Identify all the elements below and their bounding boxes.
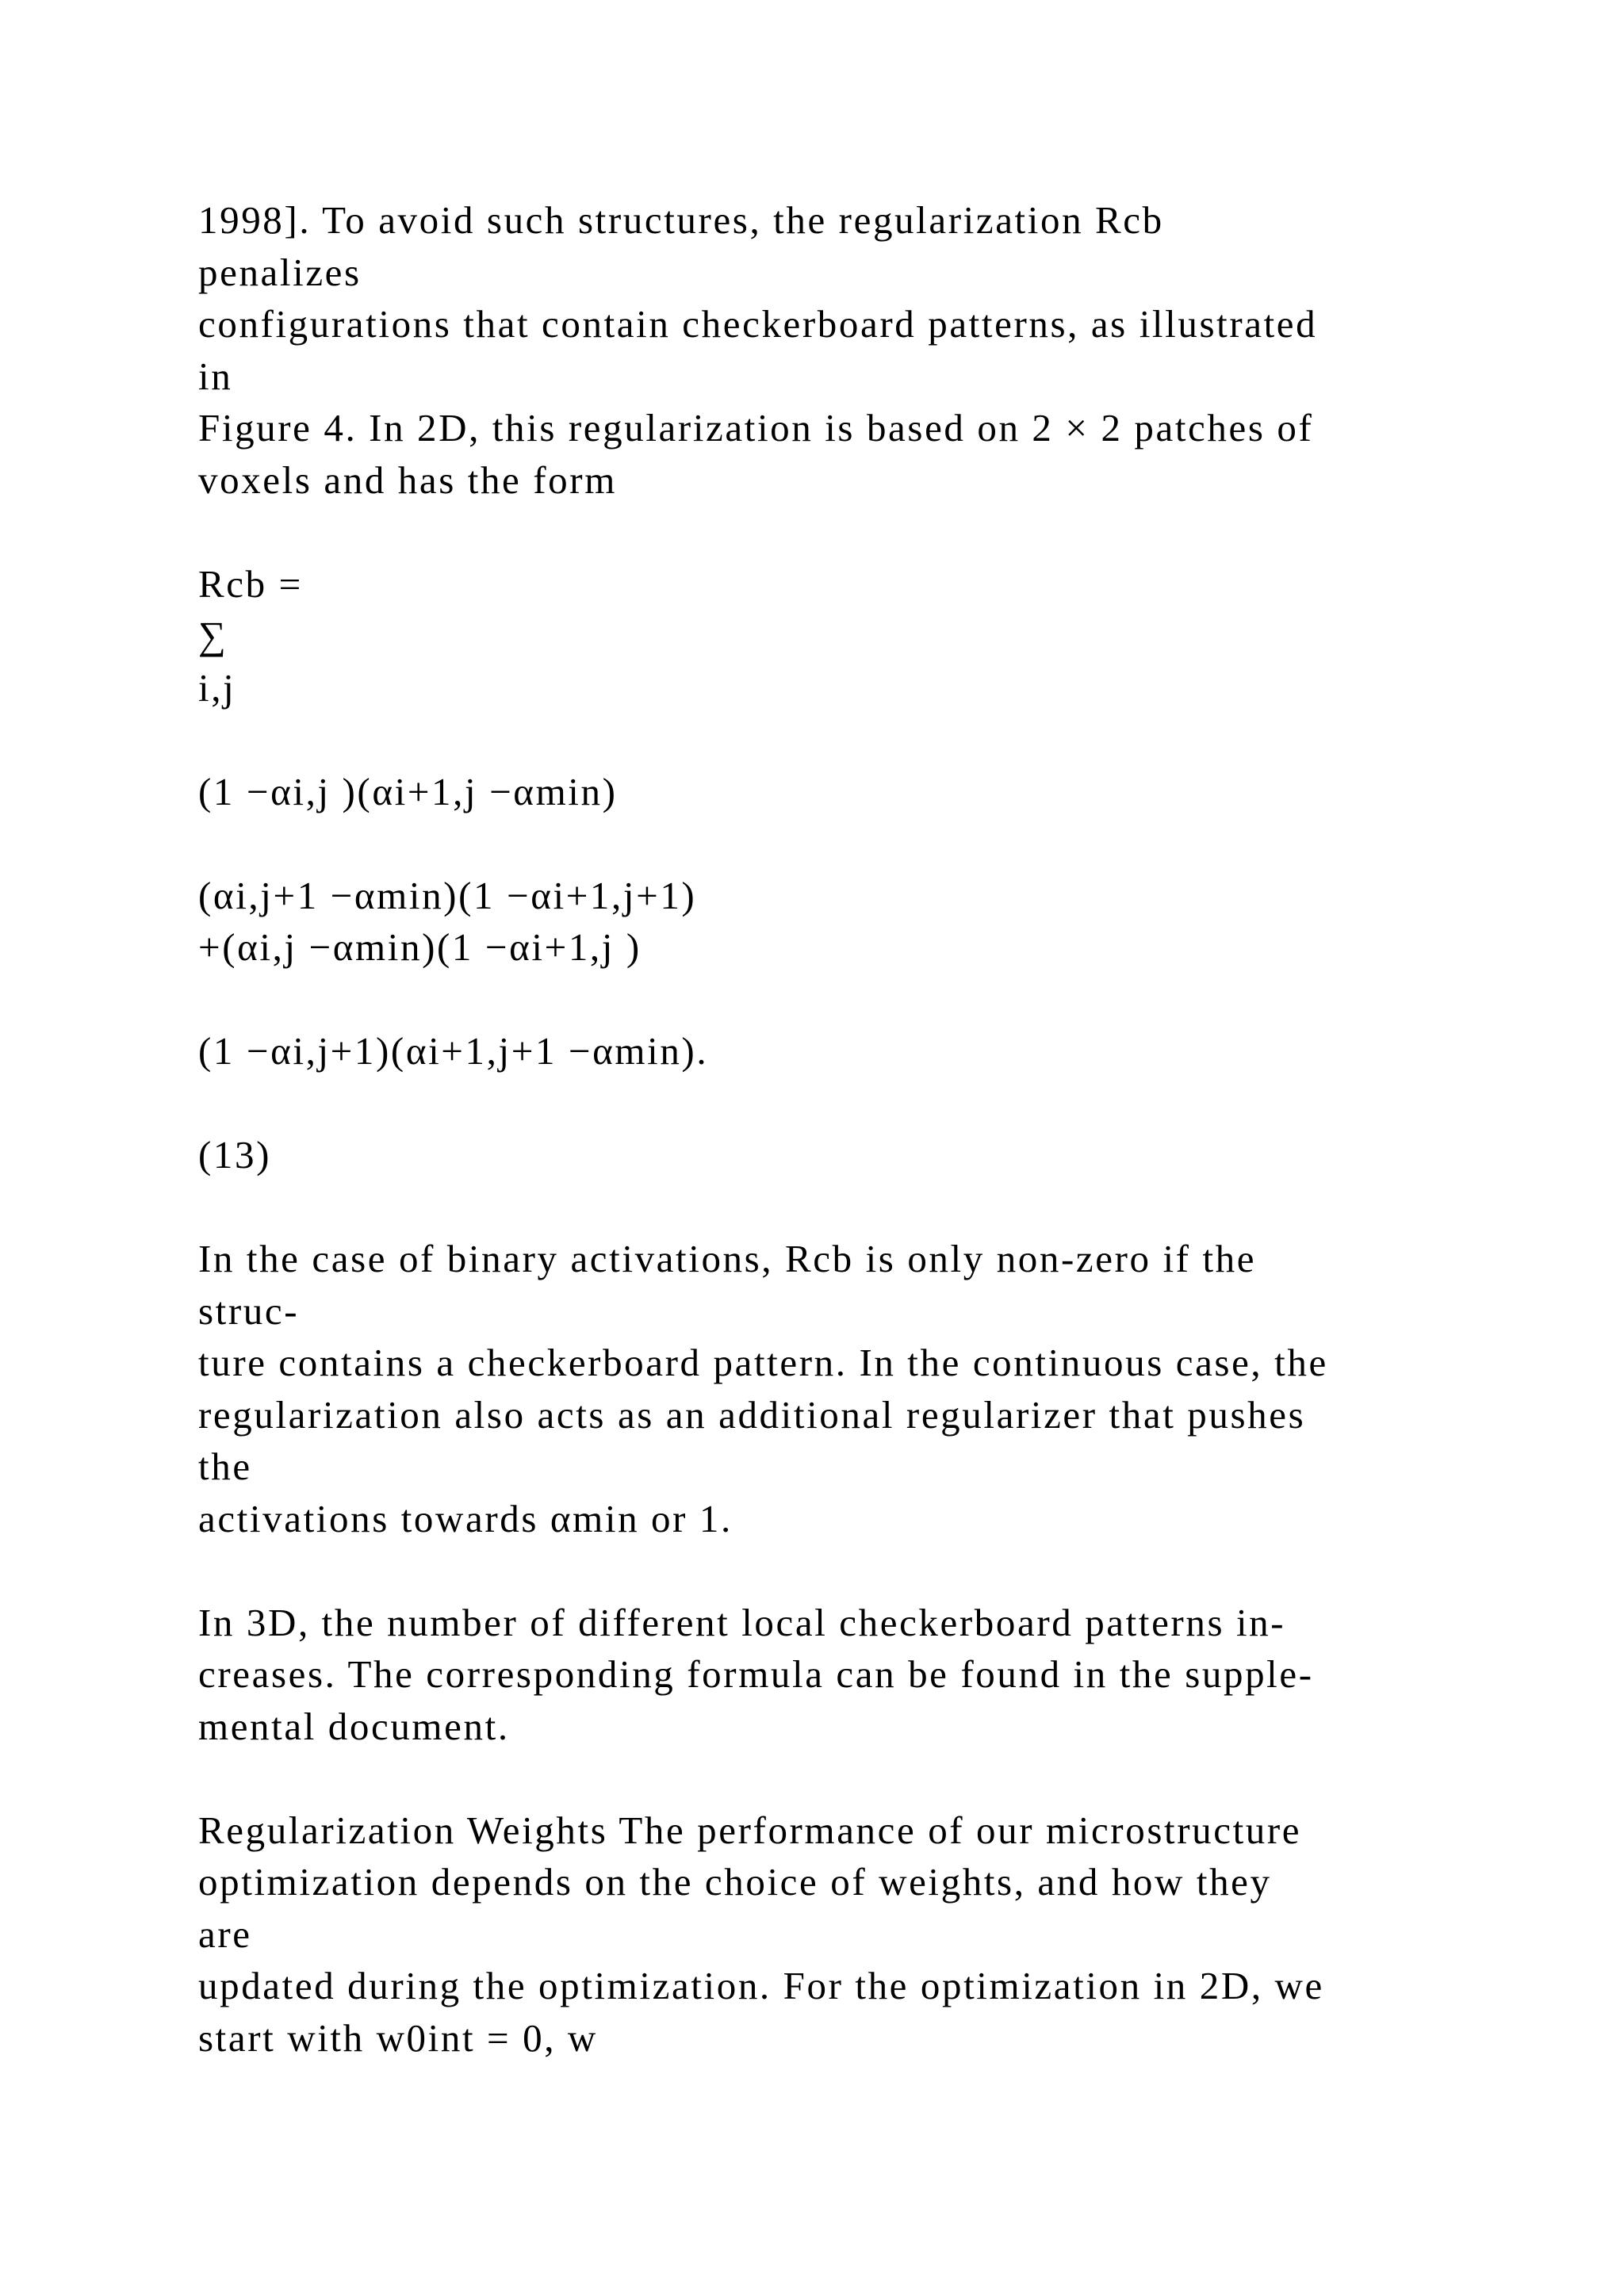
text-line: penalizes: [198, 250, 362, 294]
text-line: regularization also acts as an additional regularizer that pushes: [198, 1392, 1306, 1437]
text-line: updated during the optimization. For the optimization in 2D, we: [198, 1964, 1324, 2007]
summation-symbol: ∑: [198, 614, 228, 657]
equation-term: +(αi,j −αmin)(1 −αi+1,j ): [198, 925, 642, 969]
equation-term: (αi,j+1 −αmin)(1 −αi+1,j+1): [198, 873, 697, 917]
text-line: activations towards αmin or 1.: [198, 1496, 733, 1540]
document-page: [198, 194, 1530, 2064]
text-line: In 3D, the number of different local checkerboard patterns in-: [198, 1600, 1286, 1644]
text-line: ture contains a checkerboard pattern. In the continuous case, the: [198, 1341, 1328, 1384]
text-line: voxels and has the form: [198, 457, 617, 502]
blank-line: [198, 714, 1530, 766]
blank-line: [198, 1752, 1530, 1804]
text-line: struc-: [198, 1288, 300, 1333]
text-line: Figure 4. In 2D, this regularization is based on 2 × 2 patches of: [198, 406, 1314, 450]
text-line: are: [198, 1911, 252, 1956]
blank-line: [198, 1077, 1530, 1130]
text-line: start with w0int = 0, w: [198, 2015, 598, 2060]
text-line: the: [198, 1445, 252, 1488]
blank-line: [198, 1544, 1530, 1597]
text-line: In the case of binary activations, Rcb is only non-zero if the: [198, 1237, 1257, 1280]
equation-lhs: Rcb =: [198, 561, 303, 606]
text-line: configurations that contain checkerboard patterns, as illustrated: [198, 302, 1318, 346]
text-line: optimization depends on the choice of weights, and how they: [198, 1860, 1272, 1904]
text-line: mental document.: [198, 1704, 510, 1748]
equation-term: (1 −αi,j )(αi+1,j −αmin): [198, 769, 618, 813]
blank-line: [198, 506, 1530, 558]
blank-line: [198, 974, 1530, 1026]
equation-number: (13): [198, 1133, 272, 1177]
blank-line: [198, 817, 1530, 870]
text-line: in: [198, 354, 233, 398]
summation-index: i,j: [198, 665, 236, 710]
blank-line: [198, 1181, 1530, 1234]
text-line: 1998]. To avoid such structures, the regularization Rcb: [198, 198, 1164, 242]
text-line: Regularization Weights The performance of our microstructure: [198, 1808, 1302, 1852]
equation-term: (1 −αi,j+1)(αi+1,j+1 −αmin).: [198, 1029, 709, 1073]
text-line: creases. The corresponding formula can be found in the supple-: [198, 1652, 1314, 1696]
